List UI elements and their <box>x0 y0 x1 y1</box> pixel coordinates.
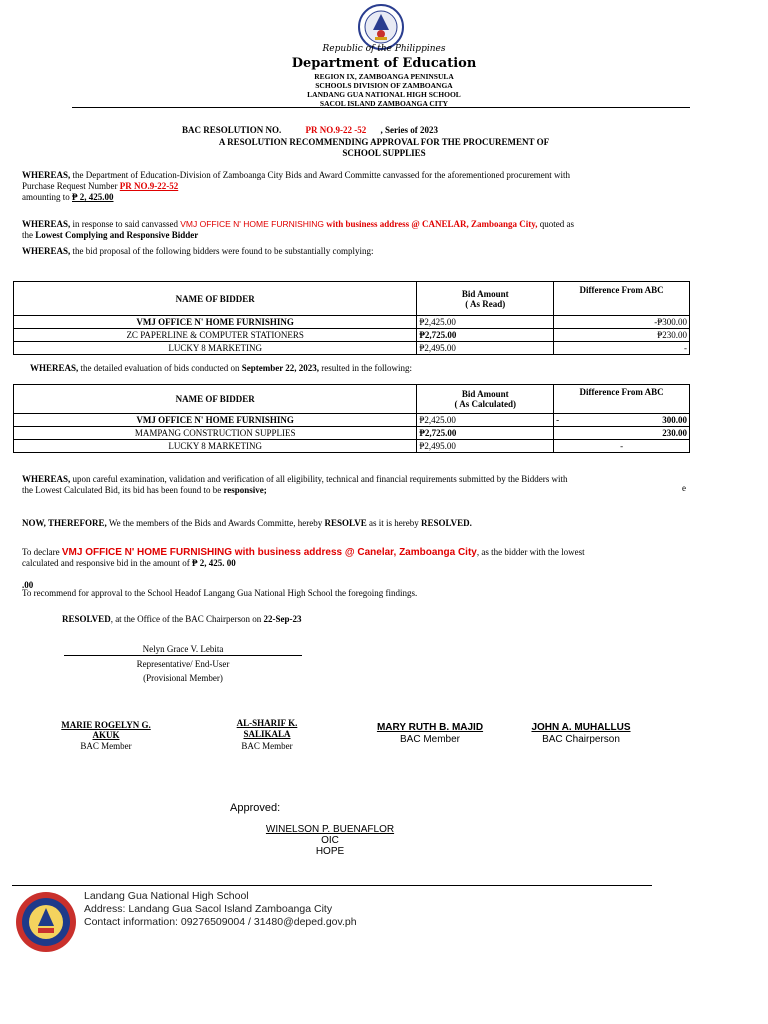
bidder-name: VMJ OFFICE N' HOME FURNISHING <box>61 547 233 558</box>
signatory-role: BAC Chairperson <box>542 734 620 745</box>
pr-reference: PR NO.9-22-52 <box>119 181 179 191</box>
recommendation-text: To recommend for approval to the School Headof Langang Gua National High School the foregoing findings. <box>22 588 418 598</box>
amount-cell: ₱2,495.00 <box>417 440 554 453</box>
signature-line <box>64 655 302 656</box>
lowest-bidder-text: Lowest Complying and Responsive Bidder <box>35 230 199 240</box>
signatory-role: BAC Member <box>241 741 293 751</box>
approver-title: HOPE <box>315 846 345 857</box>
bidder-cell: ZC PAPERLINE & COMPUTER STATIONERS <box>14 329 417 342</box>
paragraph-text: the Lowest Calculated Bid, its bid has been found to be <box>22 485 224 495</box>
bidder-cell: LUCKY 8 MARKETING <box>14 440 417 453</box>
responsive-text: responsive; <box>223 485 267 495</box>
footer-divider <box>12 885 652 886</box>
enduser-sub: (Provisional Member) <box>143 673 223 683</box>
paragraph-text: upon careful examination, validation and verification of all eligibility, technical and financial requirements submitted by the Bidders with <box>70 474 568 484</box>
pr-number: PR NO.9-22 -52 <box>305 125 367 135</box>
difference-cell: - <box>554 440 690 453</box>
resolution-label: BAC RESOLUTION NO. <box>182 125 282 135</box>
signatory-role: BAC Member <box>399 734 460 745</box>
signatory-name: JOHN A. MUHALLUS <box>531 722 631 733</box>
header-cell: NAME OF BIDDER <box>14 385 417 414</box>
table-row <box>14 440 690 453</box>
whereas-paragraph-5 <box>22 474 702 496</box>
header-cell: NAME OF BIDDER <box>14 282 417 316</box>
whereas-label: WHEREAS, <box>22 170 71 180</box>
paragraph-text: the <box>22 230 36 240</box>
now-therefore-paragraph <box>22 518 742 529</box>
bidder-cell: VMJ OFFICE N' HOME FURNISHING <box>14 414 417 427</box>
amount-cell: ₱2,725.00 <box>417 329 554 342</box>
paragraph-text: quoted as <box>537 219 575 229</box>
header-line: REGION IX, ZAMBOANGA PENINSULA <box>314 72 454 81</box>
resolved-label: RESOLVED <box>62 614 111 624</box>
header-line: SACOL ISLAND ZAMBOANGA CITY <box>319 99 449 108</box>
difference-cell: ₱230.00 <box>554 329 690 342</box>
paragraph-text: To declare <box>22 547 62 557</box>
paragraph-text: Purchase Request Number <box>22 181 120 191</box>
header-line: LANDANG GUA NATIONAL HIGH SCHOOL <box>307 90 461 99</box>
whereas-label: WHEREAS, <box>22 474 71 484</box>
signatory-name: AL-SHARIF K. <box>236 718 298 728</box>
whereas-label: WHEREAS, <box>22 219 71 229</box>
table-row <box>14 414 690 427</box>
approver-name: WINELSON P. BUENAFLOR <box>265 824 395 835</box>
difference-cell <box>554 427 690 440</box>
footer-school: Landang Gua National High School <box>84 890 249 902</box>
bids-as-read-table <box>13 281 690 355</box>
school-seal-icon <box>14 890 78 954</box>
header-cell: Difference From ABC <box>554 385 690 414</box>
amount-cell: ₱2,725.00 <box>417 427 554 440</box>
declaration-paragraph <box>22 547 742 569</box>
header-cell: Bid Amount ( As Calculated) <box>417 385 554 414</box>
whereas-paragraph-4 <box>30 363 750 374</box>
paragraph-text: the bid proposal of the following bidders were found to be substantially complying: <box>70 246 374 256</box>
footer-contact: Contact information: 09276509004 / 31480@deped.gov.ph <box>84 916 357 928</box>
header-divider <box>72 107 690 108</box>
bidder-address: with business address @ Canelar, Zamboanga City <box>232 547 477 558</box>
resolved-line <box>62 614 302 625</box>
amount-cell: ₱2,425.00 <box>417 414 554 427</box>
whereas-label: WHEREAS, <box>30 363 79 373</box>
amount-text: ₱ 2, 425.00 <box>72 192 114 202</box>
table-header-row <box>14 385 690 414</box>
table-header-row <box>14 282 690 316</box>
amount-cell: ₱2,425.00 <box>417 316 554 329</box>
department-title: Department of Education <box>291 56 477 71</box>
signatory-name: MARY RUTH B. MAJID <box>376 722 484 733</box>
resolution-title: A RESOLUTION RECOMMENDING APPROVAL FOR THE PROCUREMENT OF <box>218 137 550 147</box>
bidder-cell: MAMPANG CONSTRUCTION SUPPLIES <box>14 427 417 440</box>
paragraph-text: , at the Office of the BAC Chairperson on <box>110 614 264 624</box>
resolution-subtitle: SCHOOL SUPPLIES <box>342 148 426 158</box>
republic-text: Republic of the Philippines <box>322 44 446 54</box>
bidder-cell: LUCKY 8 MARKETING <box>14 342 417 355</box>
paragraph-text: the detailed evaluation of bids conducted on <box>78 363 242 373</box>
difference-value: 230.00 <box>662 428 687 438</box>
paragraph-text: the Department of Education-Division of Zamboanga City Bids and Award Committe canvassed for the aforementioned procurement with <box>70 170 571 180</box>
stray-amount: .00 <box>22 580 34 590</box>
difference-value: 300.00 <box>662 415 687 425</box>
evaluation-date: September 22, 2023, <box>241 363 320 373</box>
resolved-text: RESOLVED. <box>420 518 472 528</box>
bidder-cell: VMJ OFFICE N' HOME FURNISHING <box>14 316 417 329</box>
paragraph-text: amounting to <box>22 192 72 202</box>
signatory-name: MARIE ROGELYN G. <box>61 720 151 730</box>
whereas-paragraph-2 <box>22 219 742 241</box>
stray-character: e <box>682 483 686 493</box>
signatory-role: BAC Member <box>80 741 132 751</box>
signatory-name: AKUK <box>92 730 120 740</box>
difference-cell <box>554 414 690 427</box>
paragraph-text: in response to said canvassed <box>70 219 181 229</box>
table-row <box>14 316 690 329</box>
table-row <box>14 329 690 342</box>
series-text: , Series of 2023 <box>380 125 439 135</box>
enduser-name: Nelyn Grace V. Lebita <box>142 644 224 654</box>
enduser-role: Representative/ End-User <box>136 659 230 669</box>
bids-as-calculated-table <box>13 384 690 453</box>
whereas-label: WHEREAS, <box>22 246 71 256</box>
bidder-address: with business address @ CANELAR, Zamboanga City, <box>324 219 538 229</box>
whereas-paragraph-3 <box>22 246 742 257</box>
now-therefore-label: NOW, THEREFORE, <box>22 518 107 528</box>
difference-cell: - <box>554 342 690 355</box>
difference-cell: -₱300.00 <box>554 316 690 329</box>
resolved-date: 22-Sep-23 <box>263 614 302 624</box>
resolution-number <box>182 125 438 136</box>
approved-label: Approved: <box>230 802 281 814</box>
difference-sign: - <box>556 415 560 425</box>
whereas-paragraph-1 <box>22 170 722 203</box>
resolve-text: RESOLVE <box>324 518 367 528</box>
amount-cell: ₱2,495.00 <box>417 342 554 355</box>
paragraph-text: calculated and responsive bid in the amount of <box>22 558 192 568</box>
approver-title: OIC <box>321 835 339 846</box>
paragraph-text: as it is hereby <box>366 518 421 528</box>
paragraph-text: , as the bidder with the lowest <box>476 547 585 557</box>
signatory-name: SALIKALA <box>243 729 291 739</box>
footer-address: Address: Landang Gua Sacol Island Zamboanga City <box>84 903 333 915</box>
header-line: SCHOOLS DIVISION OF ZAMBOANGA <box>315 81 453 90</box>
bidder-name: VMJ OFFICE N' HOME FURNISHING <box>180 219 325 229</box>
amount-text: ₱ 2, 425. 00 <box>191 558 236 568</box>
paragraph-text: We the members of the Bids and Awards Committe, hereby <box>106 518 325 528</box>
table-row <box>14 342 690 355</box>
header-cell: Difference From ABC <box>554 282 690 316</box>
header-cell: Bid Amount ( As Read) <box>417 282 554 316</box>
table-row <box>14 427 690 440</box>
paragraph-text: resulted in the following: <box>319 363 413 373</box>
